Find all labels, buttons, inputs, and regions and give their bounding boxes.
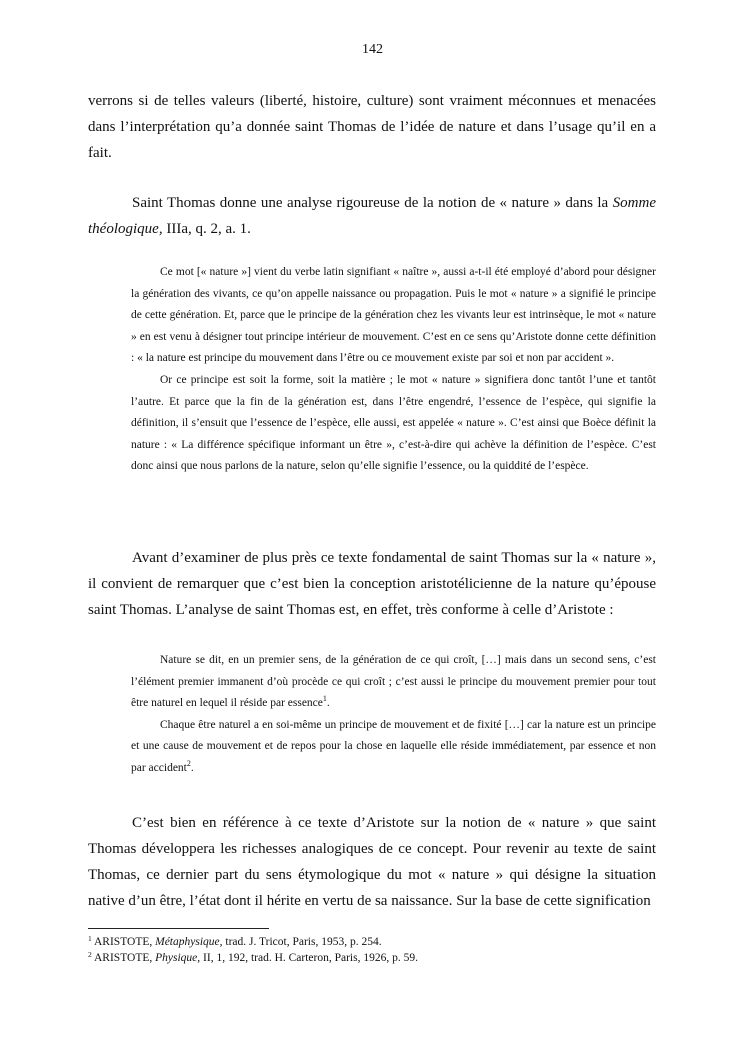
paragraph-intro-continuation bbox=[88, 88, 656, 166]
footnote-number: 2 bbox=[88, 950, 92, 959]
text-run: IIIa, q. 2, a. 1. bbox=[162, 221, 251, 237]
paragraph-analogical-riches bbox=[88, 810, 656, 914]
paragraph-text bbox=[88, 190, 656, 242]
text-run: . bbox=[190, 761, 194, 774]
text-run: . bbox=[326, 697, 330, 710]
work-title: Somme théologique, bbox=[88, 195, 656, 237]
footnote-2 bbox=[88, 950, 656, 966]
footnote-1 bbox=[88, 934, 656, 950]
paragraph-text: Avant d’examiner de plus près ce texte fondamental de saint Thomas sur la « nature », il convient de remarquer que c’est bien la conception aristotélicienne de la nature qu’épouse saint Thomas. L’analyse de saint Thomas est, en effet, très conforme à celle d’Aristote : bbox=[88, 550, 656, 618]
paragraph-aristotle-conception bbox=[88, 545, 656, 623]
footnote-author: ARISTOTE, bbox=[94, 936, 156, 948]
footnote-title: Métaphysique, bbox=[155, 936, 223, 948]
block-quote-thomas bbox=[131, 262, 656, 478]
footnote-details: II, 1, 192, trad. H. Carteron, Paris, 1926, p. 59. bbox=[200, 952, 418, 964]
block-quote-aristotle bbox=[131, 650, 656, 780]
footnote-details: trad. J. Tricot, Paris, 1953, p. 254. bbox=[222, 936, 382, 948]
quote-paragraph: Ce mot [« nature »] vient du verbe latin signifiant « naître », aussi a-t-il été employé d’abord pour désigner la génération des vivants, ce qu’on appelle naissance ou propagation. Puis le mot « nature » a signifié le principe de cette génération. Et, parce que le principe de la génération chez les vivants leur est intrinsèque, le mot « nature » en est venu à désigner tout principe intérieur de mouvement. C’est en ce sens qu’Aristote donne cette définition : « la nature est principe du mouvement dans l’être ou ce mouvement existe par soi et non par accident ». bbox=[131, 266, 656, 365]
text-run: Nature se dit, en un premier sens, de la génération de ce qui croît, […] mais dans un second sens, c’est l’élément premier immanent d’où procède ce qui croît ; c’est aussi le principe du mouvement premier pour tout être naturel en lequel il réside par essence bbox=[131, 654, 656, 710]
footnote-author: ARISTOTE, bbox=[94, 952, 156, 964]
footnote-separator bbox=[88, 928, 269, 929]
page-number: 142 bbox=[362, 42, 383, 57]
footnotes bbox=[88, 934, 656, 966]
paragraph-text: C’est bien en référence à ce texte d’Aristote sur la notion de « nature » que saint Thomas développera les richesses analogiques de ce concept. Pour revenir au texte de saint Thomas, ce dernier part du sens étymologique du mot « nature » qui désigne la situation native d’un être, l’état dont il hérite en vertu de sa naissance. Sur la base de cette signification bbox=[88, 815, 656, 909]
quote-paragraph: Or ce principe est soit la forme, soit la matière ; le mot « nature » signifiera donc tantôt l’une et tantôt l’autre. Et parce que la fin de la génération est, dans l’être engendré, l’essence de l’espèce, qui signifie la définition, il s’ensuit que l’essence de l’espèce, elle aussi, est appelée « nature ». C’est ainsi que Boèce définit la nature : « La différence spécifique informant un être », c’est-à-dire qui achève la définition de l’espèce. C’est donc ainsi que nous parlons de la nature, selon qu’elle signifie l’essence, ou la quiddité de l’espèce. bbox=[131, 373, 656, 473]
paragraph-text: verrons si de telles valeurs (liberté, histoire, culture) sont vraiment méconnues et menacées dans l’interprétation qu’a donnée saint Thomas de l’idée de nature et dans l’usage qu’il en a fait. bbox=[88, 93, 656, 161]
footnote-title: Physique, bbox=[155, 952, 201, 964]
quote-paragraph bbox=[131, 650, 656, 715]
quote-paragraph bbox=[131, 715, 656, 780]
text-run: Chaque être naturel a en soi-même un principe de mouvement et de fixité […] car la nature est un principe et une cause de mouvement et de repos pour la chose en laquelle elle réside immédiatement, par essence et non par accident bbox=[131, 718, 656, 774]
footnote-ref-2[interactable]: 2 bbox=[186, 758, 191, 768]
paragraph-somme-theologique bbox=[88, 190, 656, 242]
footnote-number: 1 bbox=[88, 934, 92, 943]
footnote-ref-1[interactable]: 1 bbox=[322, 694, 327, 704]
text-run: Saint Thomas donne une analyse rigoureuse de la notion de « nature » dans la bbox=[132, 195, 613, 211]
